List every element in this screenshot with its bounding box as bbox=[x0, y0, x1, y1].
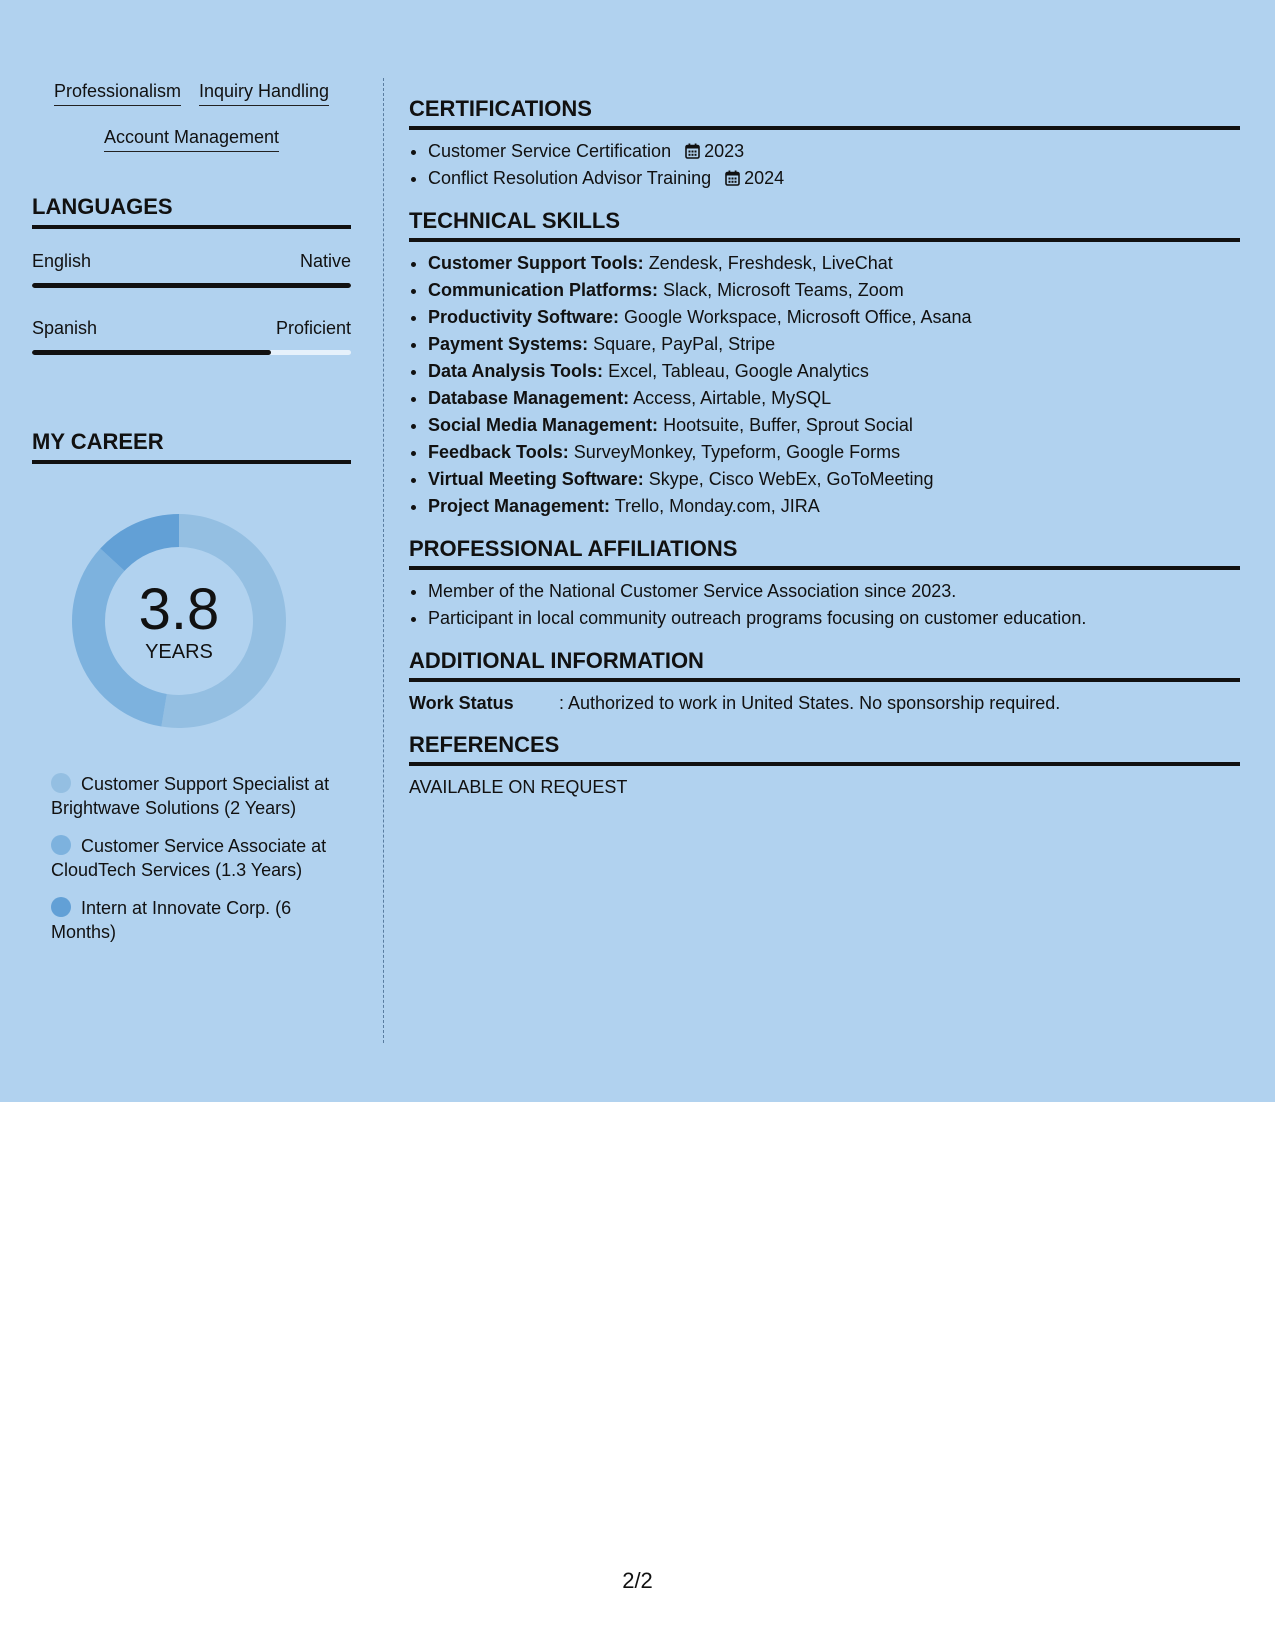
skill-item bbox=[428, 331, 1240, 358]
certification-item bbox=[428, 138, 1240, 165]
certifications-section bbox=[409, 94, 1240, 192]
certification-name: Conflict Resolution Advisor Training bbox=[428, 168, 712, 188]
donut-center bbox=[64, 506, 294, 736]
language-item bbox=[32, 316, 351, 355]
skill-item bbox=[428, 250, 1240, 277]
technical-skills-section bbox=[409, 206, 1240, 520]
references-text: AVAILABLE ON REQUEST bbox=[409, 777, 628, 797]
skill-item bbox=[428, 277, 1240, 304]
skill-tools: Hootsuite, Buffer, Sprout Social bbox=[663, 415, 913, 435]
skill-category: Data Analysis Tools: bbox=[428, 361, 604, 381]
certifications-heading: CERTIFICATIONS bbox=[409, 94, 1240, 130]
skill-tools: Google Workspace, Microsoft Office, Asana bbox=[624, 307, 972, 327]
skill-tools: Zendesk, Freshdesk, LiveChat bbox=[648, 253, 893, 273]
additional-info-section bbox=[409, 646, 1240, 716]
language-bar bbox=[32, 283, 351, 288]
affiliations-list bbox=[409, 578, 1240, 632]
language-item bbox=[32, 249, 351, 288]
skill-tag: Account Management bbox=[104, 124, 279, 152]
language-level: Native bbox=[299, 251, 351, 271]
career-legend bbox=[51, 772, 331, 944]
calendar-icon bbox=[685, 143, 700, 159]
column-divider bbox=[383, 78, 384, 1043]
work-status-row bbox=[409, 690, 1240, 716]
language-name: English bbox=[32, 251, 92, 271]
skill-category: Feedback Tools: bbox=[428, 442, 569, 462]
career-legend-item bbox=[51, 772, 331, 820]
skill-category: Communication Platforms: bbox=[428, 280, 659, 300]
affiliation-item: • Member of the National Customer Service Association since 2023. bbox=[428, 578, 1240, 605]
skill-tag: Inquiry Handling bbox=[199, 78, 329, 106]
certifications-list bbox=[409, 138, 1240, 192]
languages-section bbox=[32, 192, 351, 355]
certification-year: 2023 bbox=[704, 141, 745, 161]
career-legend-item bbox=[51, 834, 331, 882]
work-status-label: Work Status bbox=[409, 693, 514, 713]
left-column bbox=[32, 78, 351, 958]
skill-item bbox=[428, 439, 1240, 466]
skill-tools: Trello, Monday.com, JIRA bbox=[614, 496, 820, 516]
skill-item bbox=[428, 466, 1240, 493]
certification-name: Customer Service Certification bbox=[428, 141, 672, 161]
skill-tools: Skype, Cisco WebEx, GoToMeeting bbox=[648, 469, 934, 489]
calendar-icon bbox=[725, 170, 740, 186]
skill-category: Virtual Meeting Software: bbox=[428, 469, 644, 489]
affiliation-item: • Participant in local community outreach programs focusing on customer education. bbox=[428, 605, 1240, 632]
career-donut-chart bbox=[64, 506, 294, 736]
skill-tags bbox=[32, 78, 351, 152]
references-heading: REFERENCES bbox=[409, 730, 1240, 766]
legend-dot bbox=[51, 897, 71, 917]
work-status-value: : Authorized to work in United States. No sponsorship required. bbox=[559, 693, 1061, 713]
career-legend-label: Intern at Innovate Corp. (6 Months) bbox=[51, 898, 292, 942]
certification-year: 2024 bbox=[744, 168, 785, 188]
references-section bbox=[409, 730, 1240, 800]
skill-tools: Square, PayPal, Stripe bbox=[593, 334, 776, 354]
career-heading: MY CAREER bbox=[32, 427, 351, 464]
legend-dot bbox=[51, 773, 71, 793]
skill-category: Payment Systems: bbox=[428, 334, 589, 354]
skill-item bbox=[428, 412, 1240, 439]
language-name: Spanish bbox=[32, 318, 98, 338]
affiliations-section bbox=[409, 534, 1240, 632]
page-number: 2/2 bbox=[622, 1568, 653, 1593]
certification-item bbox=[428, 165, 1240, 192]
career-total-value: 3.8 bbox=[138, 577, 220, 642]
language-level: Proficient bbox=[275, 318, 351, 338]
career-legend-item bbox=[51, 896, 331, 944]
skill-item bbox=[428, 493, 1240, 520]
skill-tools: Slack, Microsoft Teams, Zoom bbox=[663, 280, 904, 300]
languages-heading: LANGUAGES bbox=[32, 192, 351, 229]
additional-info-heading: ADDITIONAL INFORMATION bbox=[409, 646, 1240, 682]
skill-item bbox=[428, 385, 1240, 412]
language-bar bbox=[32, 350, 351, 355]
skill-tools: SurveyMonkey, Typeform, Google Forms bbox=[573, 442, 901, 462]
skill-item bbox=[428, 358, 1240, 385]
skill-category: Project Management: bbox=[428, 496, 611, 516]
career-legend-label: Customer Service Associate at CloudTech Services (1.3 Years) bbox=[51, 836, 327, 880]
career-legend-label: Customer Support Specialist at Brightwave Solutions (2 Years) bbox=[51, 774, 330, 818]
language-bar-fill bbox=[32, 283, 351, 288]
skill-item bbox=[428, 304, 1240, 331]
skill-tools: Excel, Tableau, Google Analytics bbox=[608, 361, 869, 381]
skill-tools: Access, Airtable, MySQL bbox=[633, 388, 832, 408]
legend-dot bbox=[51, 835, 71, 855]
affiliations-heading: PROFESSIONAL AFFILIATIONS bbox=[409, 534, 1240, 570]
skill-category: Productivity Software: bbox=[428, 307, 620, 327]
technical-skills-heading: TECHNICAL SKILLS bbox=[409, 206, 1240, 242]
skill-tag: Professionalism bbox=[54, 78, 181, 106]
technical-skills-list bbox=[409, 250, 1240, 520]
language-bar-fill bbox=[32, 350, 271, 355]
skill-category: Customer Support Tools: bbox=[428, 253, 644, 273]
career-section bbox=[32, 427, 351, 944]
skill-category: Social Media Management: bbox=[428, 415, 659, 435]
career-total-unit: YEARS bbox=[145, 641, 213, 663]
skill-category: Database Management: bbox=[428, 388, 630, 408]
right-column bbox=[409, 94, 1240, 814]
